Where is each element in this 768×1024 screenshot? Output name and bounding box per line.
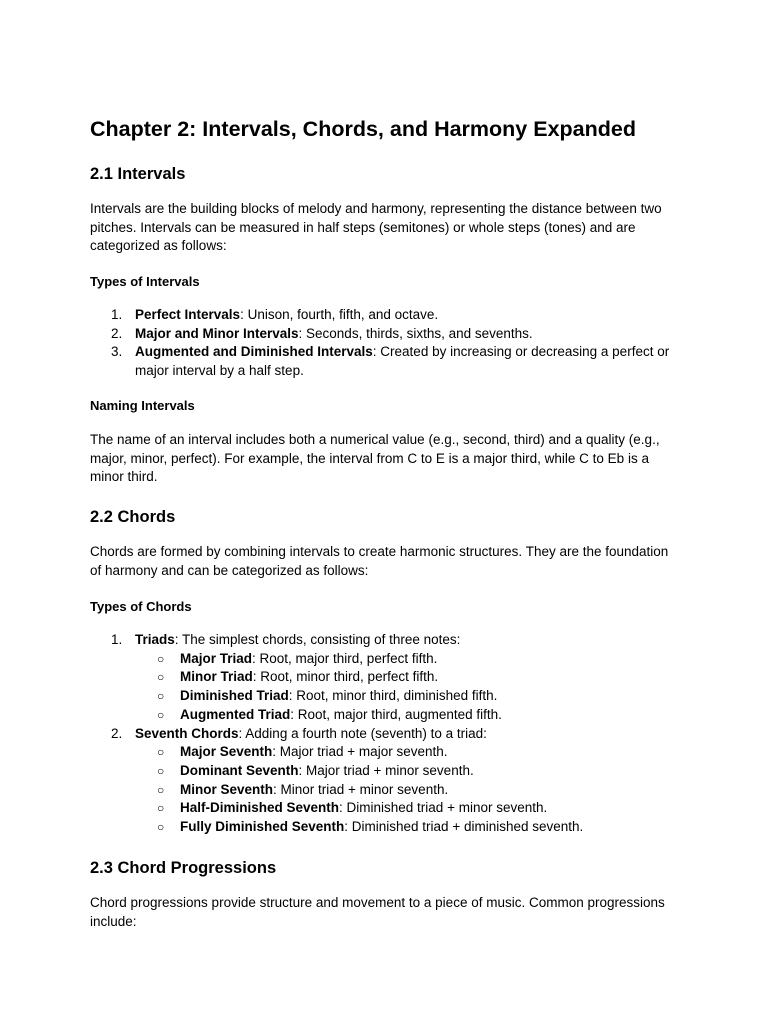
section-heading-chords: 2.2 Chords [90, 508, 176, 526]
list-number: 3. [111, 344, 123, 360]
list-item [90, 306, 682, 325]
hollow-bullet-icon: ○ [157, 745, 165, 760]
hollow-bullet-icon: ○ [157, 782, 165, 797]
list-number: 2. [111, 325, 123, 341]
sublist-item [135, 687, 682, 706]
hollow-bullet-icon: ○ [157, 801, 165, 816]
list-item-term: Augmented and Diminished Intervals [135, 344, 373, 360]
sublist-item [135, 743, 682, 762]
sublist-item-term: Fully Diminished Seventh [180, 819, 345, 835]
sublist-item-description: : Root, minor third, perfect fifth. [252, 669, 439, 685]
sublist-item-description: : Root, minor third, diminished fifth. [288, 688, 498, 704]
list-item-term: Perfect Intervals [135, 307, 241, 322]
list-number: 1. [111, 632, 123, 647]
sublist-item-term: Major Triad [180, 650, 253, 666]
sublist-item-description: : Minor triad + minor seventh. [273, 781, 449, 797]
list-item-description: : Created by increasing or decreasing a perfect or major interval by a half step. [135, 344, 670, 379]
naming-intervals-paragraph: The name of an interval includes both a numerical value (e.g., second, third) and a quality (e.g., major, minor, perfect). For example, the interval from C to E is a major third, while C to Eb is a minor third. [90, 432, 660, 485]
interval-types-list [90, 306, 682, 381]
chapter-title: Chapter 2: Intervals, Chords, and Harmony Expanded [90, 117, 636, 141]
chord-progressions-intro-paragraph: Chord progressions provide structure and movement to a piece of music. Common progressions include: [90, 895, 665, 929]
hollow-bullet-icon: ○ [157, 707, 165, 722]
sublist-item [135, 781, 682, 800]
list-item-term: Triads [135, 632, 175, 647]
sublist-item-term: Minor Seventh [180, 781, 274, 797]
hollow-bullet-icon: ○ [157, 820, 165, 835]
list-item-description: : Adding a fourth note (seventh) to a triad: [238, 725, 487, 741]
sublist-item-term: Augmented Triad [180, 706, 291, 722]
list-item-term: Major and Minor Intervals [135, 325, 299, 341]
sublist-item-term: Diminished Triad [180, 688, 289, 704]
section-heading-chord-progressions: 2.3 Chord Progressions [90, 859, 277, 877]
sublist-item-term: Dominant Seventh [180, 762, 299, 778]
list-item-term: Seventh Chords [135, 725, 239, 741]
sublist-item-description: : Diminished triad + diminished seventh. [344, 819, 584, 835]
section-heading-intervals: 2.1 Intervals [90, 165, 186, 183]
sublist-item [135, 762, 682, 781]
list-item [90, 325, 682, 344]
hollow-bullet-icon: ○ [157, 689, 165, 704]
sublist-item-term: Minor Triad [180, 669, 253, 685]
sublist-item-term: Major Seventh [180, 744, 273, 760]
subheading-naming-intervals: Naming Intervals [90, 398, 195, 413]
sublist-item-description: : Major triad + major seventh. [272, 744, 448, 760]
triad-types-sublist [135, 650, 682, 725]
list-number: 2. [111, 725, 123, 741]
sublist-item-description: : Root, major third, perfect fifth. [252, 650, 438, 666]
chords-intro-paragraph: Chords are formed by combining intervals to create harmonic structures. They are the foundation of harmony and can be categorized as follows: [90, 544, 669, 578]
list-item [90, 631, 682, 725]
list-item [90, 343, 682, 380]
hollow-bullet-icon: ○ [157, 651, 165, 666]
subheading-types-of-intervals: Types of Intervals [90, 274, 200, 289]
list-item [90, 725, 682, 837]
chord-types-list [90, 631, 682, 837]
hollow-bullet-icon: ○ [157, 670, 165, 685]
list-item-description: : Unison, fourth, fifth, and octave. [240, 307, 439, 322]
sublist-item [135, 799, 682, 818]
sublist-item-term: Half-Diminished Seventh [180, 800, 340, 816]
subheading-types-of-chords: Types of Chords [90, 599, 192, 614]
sublist-item [135, 668, 682, 687]
sublist-item-description: : Major triad + minor seventh. [298, 762, 474, 778]
sublist-item-description: : Diminished triad + minor seventh. [339, 800, 548, 816]
list-item-description: : Seconds, thirds, sixths, and sevenths. [298, 325, 533, 341]
seventh-chord-types-sublist [135, 743, 682, 837]
list-number: 1. [111, 307, 123, 322]
sublist-item-description: : Root, major third, augmented fifth. [290, 706, 502, 722]
list-item-description: : The simplest chords, consisting of three notes: [174, 632, 461, 647]
hollow-bullet-icon: ○ [157, 763, 165, 778]
intervals-intro-paragraph: Intervals are the building blocks of melody and harmony, representing the distance between two pitches. Intervals can be measured in half steps (semitones) or whole steps (tones) and are categorized as follows: [90, 201, 662, 254]
sublist-item [135, 650, 682, 669]
sublist-item [135, 818, 682, 837]
sublist-item [135, 706, 682, 725]
